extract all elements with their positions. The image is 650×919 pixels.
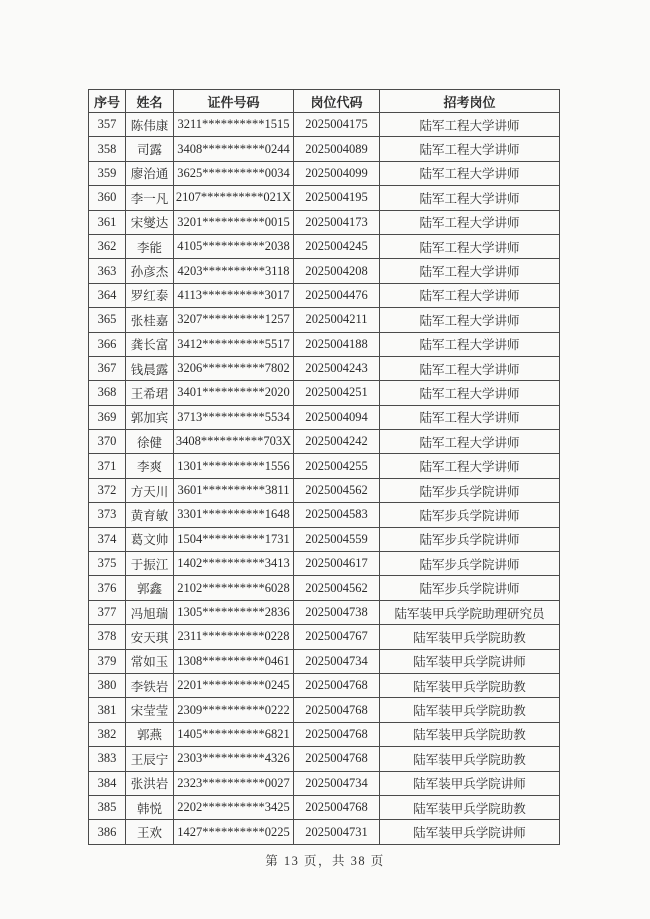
- job-code-cell: 2025004768: [294, 673, 380, 697]
- name-cell: 郭加宾: [126, 405, 174, 429]
- header-id-number: 证件号码: [174, 90, 294, 113]
- position-cell: 陆军装甲兵学院讲师: [380, 649, 560, 673]
- id-number-cell: 4113**********3017: [174, 283, 294, 307]
- header-job-code: 岗位代码: [294, 90, 380, 113]
- table-row: [89, 478, 560, 502]
- job-code-cell: 2025004089: [294, 137, 380, 161]
- position-cell: 陆军装甲兵学院讲师: [380, 820, 560, 844]
- job-code-cell: 2025004734: [294, 771, 380, 795]
- position-cell: 陆军装甲兵学院助教: [380, 795, 560, 819]
- header-name: 姓名: [126, 90, 174, 113]
- name-cell: 王欢: [126, 820, 174, 844]
- applicant-roster-table: [88, 89, 560, 845]
- job-code-cell: 2025004738: [294, 600, 380, 624]
- serial-cell: 372: [89, 478, 126, 502]
- serial-cell: 382: [89, 722, 126, 746]
- name-cell: 陈伟康: [126, 113, 174, 137]
- position-cell: 陆军工程大学讲师: [380, 113, 560, 137]
- table-row: [89, 771, 560, 795]
- name-cell: 冯旭瑞: [126, 600, 174, 624]
- name-cell: 宋燮达: [126, 210, 174, 234]
- position-cell: 陆军步兵学院讲师: [380, 527, 560, 551]
- position-cell: 陆军步兵学院讲师: [380, 576, 560, 600]
- id-number-cell: 2102**********6028: [174, 576, 294, 600]
- position-cell: 陆军工程大学讲师: [380, 405, 560, 429]
- position-cell: 陆军工程大学讲师: [380, 234, 560, 258]
- serial-cell: 386: [89, 820, 126, 844]
- table-row: [89, 576, 560, 600]
- table-row: [89, 405, 560, 429]
- name-cell: 韩悦: [126, 795, 174, 819]
- name-cell: 李爽: [126, 454, 174, 478]
- table-row: [89, 137, 560, 161]
- table-row: [89, 552, 560, 576]
- table-row: [89, 795, 560, 819]
- id-number-cell: 1504**********1731: [174, 527, 294, 551]
- name-cell: 张桂嘉: [126, 308, 174, 332]
- serial-cell: 368: [89, 381, 126, 405]
- serial-cell: 380: [89, 673, 126, 697]
- job-code-cell: 2025004175: [294, 113, 380, 137]
- job-code-cell: 2025004208: [294, 259, 380, 283]
- job-code-cell: 2025004094: [294, 405, 380, 429]
- job-code-cell: 2025004211: [294, 308, 380, 332]
- id-number-cell: 2107**********021X: [174, 186, 294, 210]
- table-row: [89, 381, 560, 405]
- table-row: [89, 527, 560, 551]
- id-number-cell: 2303**********4326: [174, 747, 294, 771]
- serial-cell: 377: [89, 600, 126, 624]
- name-cell: 钱晨露: [126, 356, 174, 380]
- position-cell: 陆军装甲兵学院助教: [380, 625, 560, 649]
- job-code-cell: 2025004731: [294, 820, 380, 844]
- job-code-cell: 2025004768: [294, 722, 380, 746]
- name-cell: 李能: [126, 234, 174, 258]
- table-row: [89, 161, 560, 185]
- position-cell: 陆军装甲兵学院讲师: [380, 771, 560, 795]
- name-cell: 安天琪: [126, 625, 174, 649]
- serial-cell: 383: [89, 747, 126, 771]
- name-cell: 罗红泰: [126, 283, 174, 307]
- name-cell: 郭燕: [126, 722, 174, 746]
- job-code-cell: 2025004562: [294, 478, 380, 502]
- id-number-cell: 1405**********6821: [174, 722, 294, 746]
- name-cell: 宋莹莹: [126, 698, 174, 722]
- position-cell: 陆军工程大学讲师: [380, 430, 560, 454]
- job-code-cell: 2025004195: [294, 186, 380, 210]
- name-cell: 黄育敏: [126, 503, 174, 527]
- position-cell: 陆军工程大学讲师: [380, 259, 560, 283]
- position-cell: 陆军工程大学讲师: [380, 283, 560, 307]
- job-code-cell: 2025004562: [294, 576, 380, 600]
- job-code-cell: 2025004188: [294, 332, 380, 356]
- id-number-cell: 3412**********5517: [174, 332, 294, 356]
- header-serial: 序号: [89, 90, 126, 113]
- name-cell: 于振江: [126, 552, 174, 576]
- serial-cell: 385: [89, 795, 126, 819]
- serial-cell: 370: [89, 430, 126, 454]
- serial-cell: 379: [89, 649, 126, 673]
- table-row: [89, 747, 560, 771]
- table-row: [89, 625, 560, 649]
- job-code-cell: 2025004734: [294, 649, 380, 673]
- serial-cell: 373: [89, 503, 126, 527]
- serial-cell: 362: [89, 234, 126, 258]
- table-row: [89, 503, 560, 527]
- table-row: [89, 210, 560, 234]
- serial-cell: 358: [89, 137, 126, 161]
- page-indicator: 第 13 页，共 38 页: [265, 854, 385, 868]
- serial-cell: 378: [89, 625, 126, 649]
- serial-cell: 381: [89, 698, 126, 722]
- job-code-cell: 2025004559: [294, 527, 380, 551]
- job-code-cell: 2025004617: [294, 552, 380, 576]
- serial-cell: 374: [89, 527, 126, 551]
- table-row: [89, 600, 560, 624]
- job-code-cell: 2025004476: [294, 283, 380, 307]
- job-code-cell: 2025004242: [294, 430, 380, 454]
- name-cell: 徐健: [126, 430, 174, 454]
- serial-cell: 359: [89, 161, 126, 185]
- id-number-cell: 1301**********1556: [174, 454, 294, 478]
- serial-cell: 376: [89, 576, 126, 600]
- name-cell: 常如玉: [126, 649, 174, 673]
- serial-cell: 367: [89, 356, 126, 380]
- name-cell: 张洪岩: [126, 771, 174, 795]
- serial-cell: 369: [89, 405, 126, 429]
- job-code-cell: 2025004768: [294, 747, 380, 771]
- serial-cell: 366: [89, 332, 126, 356]
- serial-cell: 364: [89, 283, 126, 307]
- name-cell: 龚长富: [126, 332, 174, 356]
- table-row: [89, 113, 560, 137]
- id-number-cell: 3713**********5534: [174, 405, 294, 429]
- id-number-cell: 4105**********2038: [174, 234, 294, 258]
- position-cell: 陆军装甲兵学院助教: [380, 722, 560, 746]
- table-row: [89, 186, 560, 210]
- position-cell: 陆军工程大学讲师: [380, 356, 560, 380]
- id-number-cell: 3206**********7802: [174, 356, 294, 380]
- serial-cell: 375: [89, 552, 126, 576]
- position-cell: 陆军工程大学讲师: [380, 210, 560, 234]
- job-code-cell: 2025004245: [294, 234, 380, 258]
- serial-cell: 384: [89, 771, 126, 795]
- position-cell: 陆军装甲兵学院助理研究员: [380, 600, 560, 624]
- position-cell: 陆军工程大学讲师: [380, 137, 560, 161]
- table-row: [89, 356, 560, 380]
- id-number-cell: 2309**********0222: [174, 698, 294, 722]
- name-cell: 郭鑫: [126, 576, 174, 600]
- id-number-cell: 1402**********3413: [174, 552, 294, 576]
- id-number-cell: 3401**********2020: [174, 381, 294, 405]
- serial-cell: 357: [89, 113, 126, 137]
- position-cell: 陆军工程大学讲师: [380, 381, 560, 405]
- job-code-cell: 2025004251: [294, 381, 380, 405]
- job-code-cell: 2025004583: [294, 503, 380, 527]
- name-cell: 李铁岩: [126, 673, 174, 697]
- id-number-cell: 2311**********0228: [174, 625, 294, 649]
- id-number-cell: 2201**********0245: [174, 673, 294, 697]
- table-row: [89, 454, 560, 478]
- name-cell: 葛文帅: [126, 527, 174, 551]
- id-number-cell: 4203**********3118: [174, 259, 294, 283]
- position-cell: 陆军装甲兵学院助教: [380, 698, 560, 722]
- name-cell: 廖治通: [126, 161, 174, 185]
- serial-cell: 363: [89, 259, 126, 283]
- table-row: [89, 430, 560, 454]
- name-cell: 孙彦杰: [126, 259, 174, 283]
- position-cell: 陆军工程大学讲师: [380, 332, 560, 356]
- job-code-cell: 2025004767: [294, 625, 380, 649]
- table-row: [89, 259, 560, 283]
- serial-cell: 361: [89, 210, 126, 234]
- id-number-cell: 1427**********0225: [174, 820, 294, 844]
- position-cell: 陆军装甲兵学院助教: [380, 747, 560, 771]
- table-row: [89, 332, 560, 356]
- id-number-cell: 1308**********0461: [174, 649, 294, 673]
- position-cell: 陆军工程大学讲师: [380, 308, 560, 332]
- table-header-row: [89, 90, 560, 113]
- table-row: [89, 722, 560, 746]
- table-row: [89, 820, 560, 844]
- serial-cell: 360: [89, 186, 126, 210]
- id-number-cell: 2202**********3425: [174, 795, 294, 819]
- name-cell: 李一凡: [126, 186, 174, 210]
- position-cell: 陆军装甲兵学院助教: [380, 673, 560, 697]
- table-row: [89, 283, 560, 307]
- id-number-cell: 3211**********1515: [174, 113, 294, 137]
- id-number-cell: 3301**********1648: [174, 503, 294, 527]
- id-number-cell: 3201**********0015: [174, 210, 294, 234]
- position-cell: 陆军工程大学讲师: [380, 186, 560, 210]
- position-cell: 陆军步兵学院讲师: [380, 503, 560, 527]
- id-number-cell: 2323**********0027: [174, 771, 294, 795]
- table-row: [89, 308, 560, 332]
- id-number-cell: 3408**********703X: [174, 430, 294, 454]
- job-code-cell: 2025004243: [294, 356, 380, 380]
- position-cell: 陆军工程大学讲师: [380, 454, 560, 478]
- name-cell: 王辰宁: [126, 747, 174, 771]
- id-number-cell: 1305**********2836: [174, 600, 294, 624]
- job-code-cell: 2025004173: [294, 210, 380, 234]
- id-number-cell: 3408**********0244: [174, 137, 294, 161]
- id-number-cell: 3625**********0034: [174, 161, 294, 185]
- serial-cell: 371: [89, 454, 126, 478]
- id-number-cell: 3601**********3811: [174, 478, 294, 502]
- name-cell: 方天川: [126, 478, 174, 502]
- table-row: [89, 649, 560, 673]
- job-code-cell: 2025004768: [294, 795, 380, 819]
- job-code-cell: 2025004255: [294, 454, 380, 478]
- job-code-cell: 2025004099: [294, 161, 380, 185]
- name-cell: 王希珺: [126, 381, 174, 405]
- table-row: [89, 698, 560, 722]
- position-cell: 陆军步兵学院讲师: [380, 478, 560, 502]
- serial-cell: 365: [89, 308, 126, 332]
- table-row: [89, 234, 560, 258]
- header-position: 招考岗位: [380, 90, 560, 113]
- position-cell: 陆军工程大学讲师: [380, 161, 560, 185]
- position-cell: 陆军步兵学院讲师: [380, 552, 560, 576]
- job-code-cell: 2025004768: [294, 698, 380, 722]
- id-number-cell: 3207**********1257: [174, 308, 294, 332]
- name-cell: 司露: [126, 137, 174, 161]
- table-row: [89, 673, 560, 697]
